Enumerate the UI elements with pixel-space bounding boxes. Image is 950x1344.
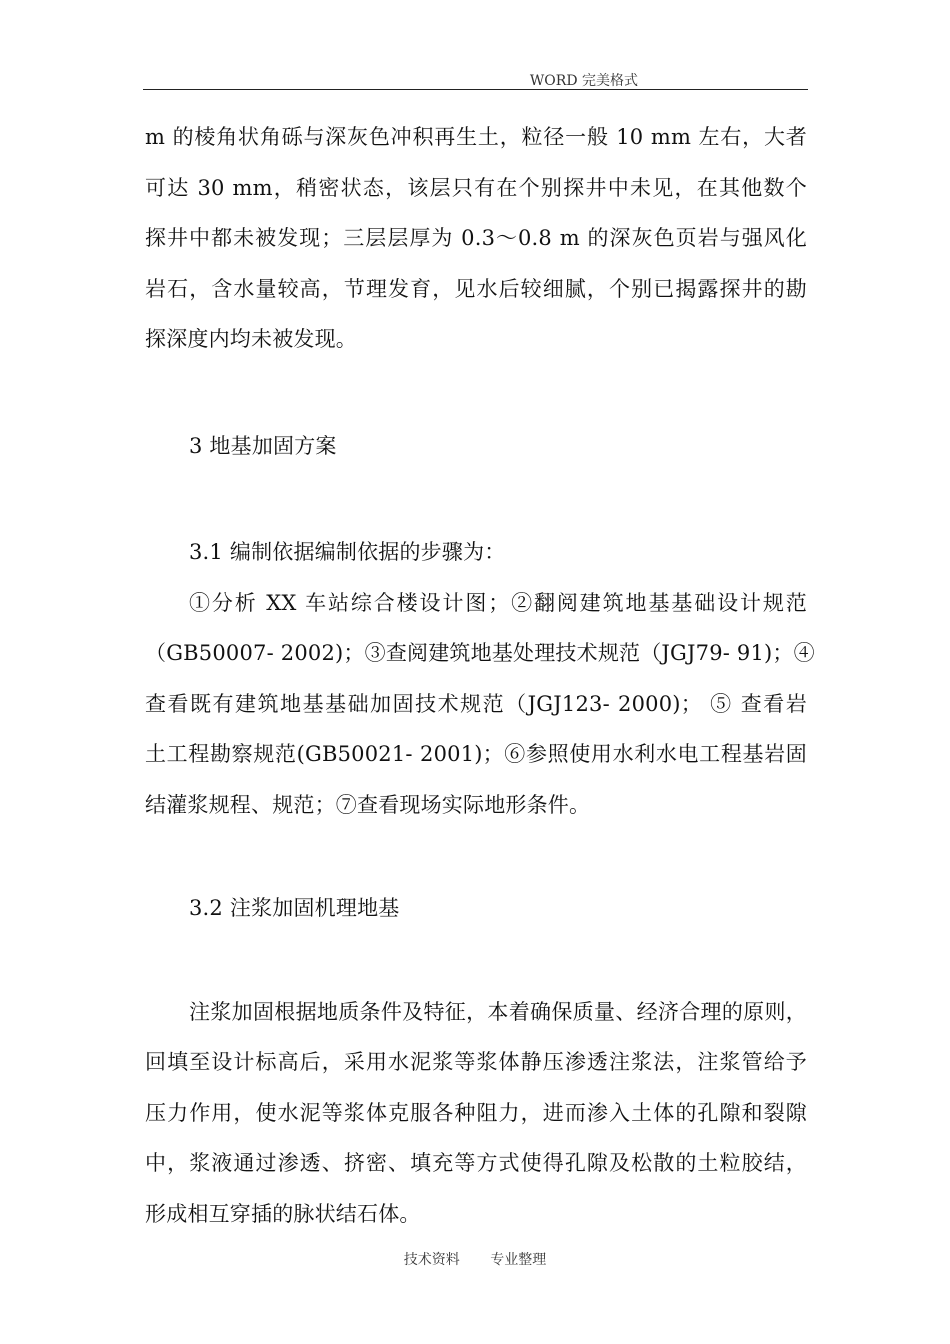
section-heading-3-1: 3.1 编制依据编制依据的步骤为： bbox=[189, 540, 506, 564]
text-line: 形成相互穿插的脉状结石体。 bbox=[145, 1201, 421, 1226]
section-heading-3: 3 地基加固方案 bbox=[189, 433, 337, 458]
text-line: m 的棱角状角砾与深灰色冲积再生土，粒径一般 10 mm 左右，大者 bbox=[145, 125, 807, 149]
page-footer bbox=[0, 1249, 950, 1269]
footer-left-text: 技术资料 bbox=[403, 1252, 460, 1268]
text-line: 探井中都未被发现；三层层厚为 0.3～0.8 m 的深灰色页岩与强风化 bbox=[145, 226, 807, 250]
text-line: 探深度内均未被发现。 bbox=[145, 327, 357, 351]
text-line: （GB50007- 2002)；③查阅建筑地基处理技术规范（JGJ79- 91)；④ bbox=[145, 641, 815, 665]
paragraph-geology bbox=[145, 112, 807, 365]
spacer bbox=[145, 830, 807, 883]
header-text: WORD 完美格式 bbox=[529, 73, 638, 89]
text-line: 可达 30 mm，稍密状态，该层只有在个别探井中未见，在其他数个 bbox=[145, 175, 807, 200]
text-line: 岩石，含水量较高，节理发育，见水后较细腻，个别已揭露探井的勘 bbox=[145, 276, 807, 301]
header-rule bbox=[143, 89, 808, 90]
text-line: ①分析 XX 车站综合楼设计图；②翻阅建筑地基基础设计规范 bbox=[189, 590, 807, 615]
text-line: 注浆加固根据地质条件及特征，本着确保质量、经济合理的原则， bbox=[189, 999, 807, 1024]
section-heading-3-2: 3.2 注浆加固机理地基 bbox=[189, 896, 400, 920]
text-line: 回填至设计标高后，采用水泥浆等浆体静压渗透注浆法，注浆管给予 bbox=[145, 1050, 807, 1074]
text-line: 土工程勘察规范(GB50021- 2001)；⑥参照使用水利水电工程基岩固 bbox=[145, 742, 807, 766]
spacer bbox=[145, 365, 807, 421]
text-line: 结灌浆规程、规范；⑦查看现场实际地形条件。 bbox=[145, 792, 591, 817]
document-body bbox=[145, 112, 815, 1239]
spacer bbox=[145, 471, 807, 527]
footer-right-text: 专业整理 bbox=[490, 1252, 547, 1268]
text-line: 压力作用，使水泥等浆体克服各种阻力，进而渗入土体的孔隙和裂隙 bbox=[145, 1100, 807, 1125]
text-line: 查看既有建筑地基基础加固技术规范（JGJ123- 2000)； ⑤ 查看岩 bbox=[145, 691, 807, 716]
spacer bbox=[145, 934, 807, 987]
text-line: 中，浆液通过渗透、挤密、填充等方式使得孔隙及松散的土粒胶结， bbox=[145, 1151, 807, 1175]
paragraph-mechanism bbox=[145, 987, 807, 1240]
paragraph-basis bbox=[145, 578, 815, 831]
